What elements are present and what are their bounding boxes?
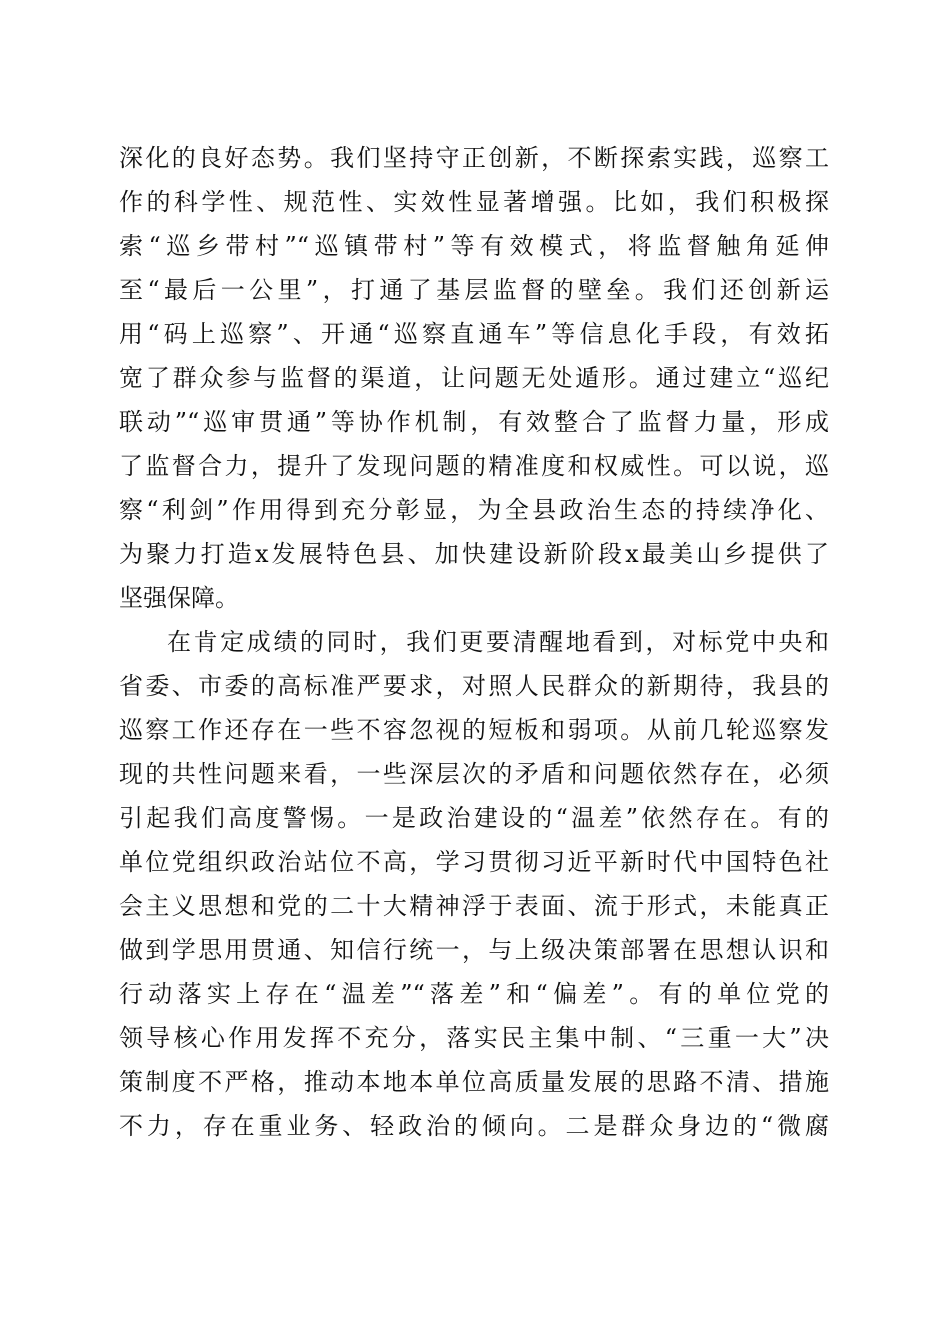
text-line: 深化的良好态势。我们坚持守正创新，不断探索实践，巡察工 bbox=[119, 144, 829, 172]
text-line: 用“码上巡察”、开通“巡察直通车”等信息化手段，有效拓 bbox=[119, 320, 829, 348]
text-line: 做到学思用贯通、知信行统一，与上级决策部署在思想认识和 bbox=[119, 936, 829, 964]
text-line: 单位党组织政治站位不高，学习贯彻习近平新时代中国特色社 bbox=[119, 848, 829, 876]
text-line: 省委、市委的高标准严要求，对照人民群众的新期待，我县的 bbox=[119, 672, 829, 700]
text-line: 了监督合力，提升了发现问题的精准度和权威性。可以说，巡 bbox=[119, 452, 829, 480]
text-line: 宽了群众参与监督的渠道，让问题无处遁形。通过建立“巡纪 bbox=[119, 364, 829, 392]
text-line: 行动落实上存在“温差”“落差”和“偏差”。有的单位党的 bbox=[119, 980, 829, 1008]
text-line: 引起我们高度警惕。一是政治建设的“温差”依然存在。有的 bbox=[119, 804, 829, 832]
text-line: 不力，存在重业务、轻政治的倾向。二是群众身边的“微腐 bbox=[119, 1112, 829, 1140]
text-line: 察“利剑”作用得到充分彰显，为全县政治生态的持续净化、 bbox=[119, 496, 829, 524]
text-line: 领导核心作用发挥不充分，落实民主集中制、“三重一大”决 bbox=[119, 1024, 829, 1052]
text-line: 至“最后一公里”，打通了基层监督的壁垒。我们还创新运 bbox=[119, 276, 829, 304]
text-line: 会主义思想和党的二十大精神浮于表面、流于形式，未能真正 bbox=[119, 892, 829, 920]
paragraph-first-line: 在肯定成绩的同时，我们更要清醒地看到，对标党中央和 bbox=[167, 628, 829, 656]
text-line: 索“巡乡带村”“巡镇带村”等有效模式，将监督触角延伸 bbox=[119, 232, 829, 260]
text-line: 坚强保障。 bbox=[119, 584, 239, 612]
text-line: 策制度不严格，推动本地本单位高质量发展的思路不清、措施 bbox=[119, 1068, 829, 1096]
text-line: 为聚力打造x发展特色县、加快建设新阶段x最美山乡提供了 bbox=[119, 540, 829, 568]
text-line: 联动”“巡审贯通”等协作机制，有效整合了监督力量，形成 bbox=[119, 408, 829, 436]
text-line: 作的科学性、规范性、实效性显著增强。比如，我们积极探 bbox=[119, 188, 829, 216]
text-line: 巡察工作还存在一些不容忽视的短板和弱项。从前几轮巡察发 bbox=[119, 716, 829, 744]
text-line: 现的共性问题来看，一些深层次的矛盾和问题依然存在，必须 bbox=[119, 760, 829, 788]
